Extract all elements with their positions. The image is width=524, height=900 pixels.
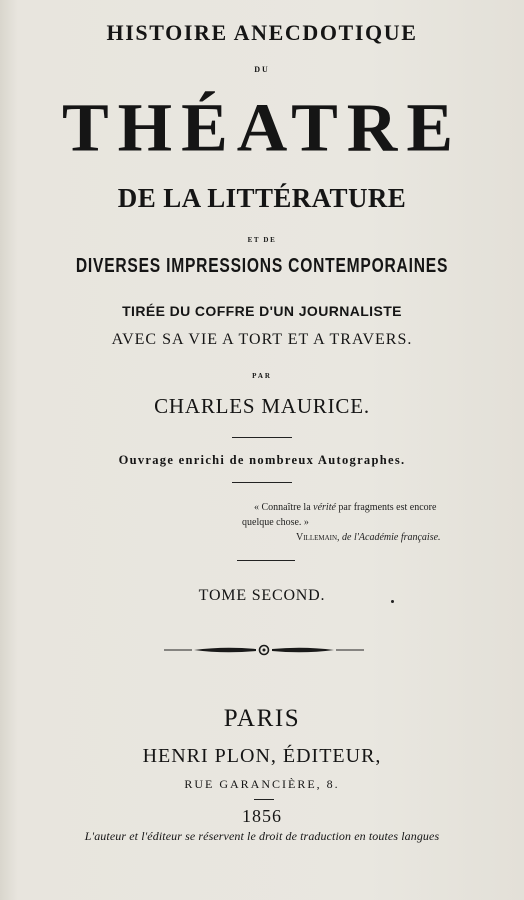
title-line-litterature: DE LA LITTÉRATURE [117, 183, 407, 213]
imprint-address: RUE GARANCIÈRE, 8. [184, 777, 340, 791]
subtitle-tiree: TIRÉE DU COFFRE D'UN JOURNALISTE [122, 303, 402, 319]
title-du: DU [254, 65, 270, 74]
epigraph-rest: par fragments est encore [335, 502, 437, 513]
title-main-theatre: THÉATRE [61, 90, 463, 167]
title-et-de: ET DE [247, 236, 277, 244]
par-label: PAR [252, 372, 272, 380]
imprint-city: PARIS [223, 705, 301, 732]
divider-rule-tome [237, 560, 295, 561]
epigraph-open: « Connaître la [254, 502, 314, 513]
ink-speck [391, 600, 394, 603]
author-name: CHARLES MAURICE. [154, 394, 370, 418]
epigraph-verite: vérité [313, 502, 336, 513]
title-line-histoire: HISTOIRE ANECDOTIQUE [106, 20, 418, 45]
title-line-diverses: DIVERSES IMPRESSIONS CONTEMPORAINES [75, 255, 449, 277]
imprint-year: 1856 [242, 806, 282, 826]
enriched-note: Ouvrage enrichi de nombreux Autographes. [118, 453, 406, 467]
divider-rule-bottom [232, 482, 292, 483]
divider-rule-year [254, 799, 274, 800]
volume-label: TOME SECOND. [198, 587, 326, 604]
subtitle-avec: AVEC SA VIE A TORT ET A TRAVERS. [111, 331, 413, 348]
ornament-divider-icon [164, 642, 364, 658]
epigraph [242, 500, 482, 545]
imprint-publisher: HENRI PLON, ÉDITEUR, [142, 745, 382, 767]
divider-rule-top [232, 437, 292, 438]
epigraph-line-1 [242, 500, 482, 515]
epigraph-affiliation: , de l'Académie française. [337, 532, 441, 543]
epigraph-attribution [242, 530, 482, 545]
epigraph-line-2: quelque chose. » [242, 517, 309, 528]
rights-notice: L'auteur et l'éditeur se réservent le droit de traduction en toutes langues [84, 829, 440, 843]
epigraph-author: Villemain [296, 532, 338, 543]
